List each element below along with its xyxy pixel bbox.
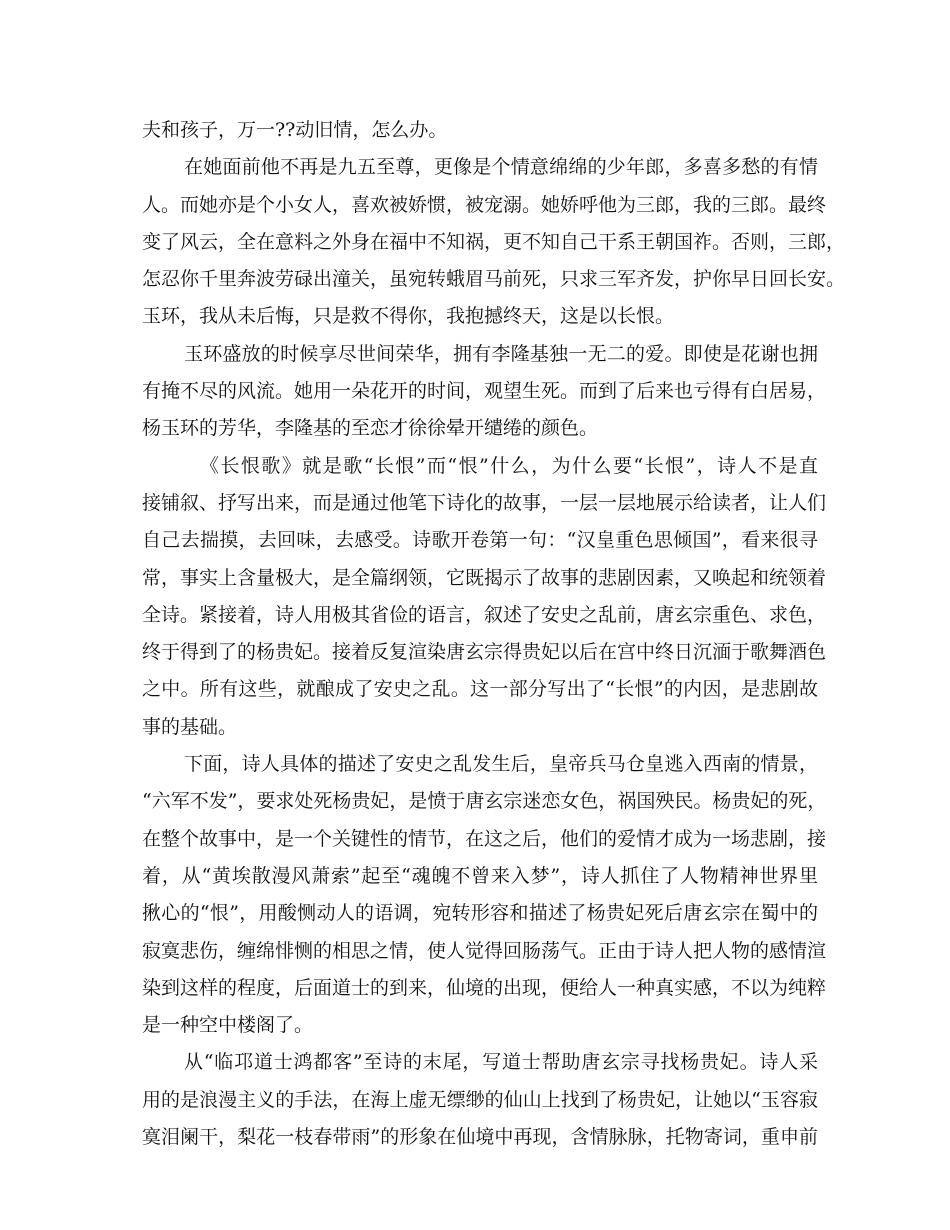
text-line: 事的基础。	[142, 715, 238, 738]
text-line: 人。而她亦是个小女人，喜欢被娇惯，被宠溺。她娇呼他为三郎，我的三郎。最终	[142, 193, 827, 216]
text-line: 自己去揣摸，去回味，去感受。诗歌开卷第一句：“汉皇重色思倾国”，看来很寻	[142, 529, 818, 552]
text-line: 《长恨歌》就是歌“长恨”而“恨”什么，为什么要“长恨”，诗人不是直	[200, 454, 818, 477]
text-line: 终于得到了的杨贵妃。接着反复渲染唐玄宗得贵妃以后在宫中终日沉湎于歌舞酒色	[142, 641, 827, 664]
text-line: 接铺叙、抒写出来，而是通过他笔下诗化的故事，一层一层地展示给读者，让人们	[142, 491, 827, 514]
text-line: 寞泪阑干，梨花一枝春带雨”的形象在仙境中再现，含情脉脉，托物寄词，重申前	[142, 1126, 818, 1149]
text-line: 在整个故事中，是一个关键性的情节，在这之后，他们的爱情才成为一场悲剧，接	[142, 827, 827, 850]
text-line: 玉环盛放的时候享尽世间荣华，拥有李隆基独一无二的爱。即使是花谢也拥	[184, 342, 818, 365]
text-line: 之中。所有这些，就酿成了安史之乱。这一部分写出了“长恨”的内因，是悲剧故	[142, 678, 818, 701]
text-line: 杨玉环的芳华，李隆基的至恋才徐徐晕开缱绻的颜色。	[142, 417, 599, 440]
text-line: 夫和孩子，万一??动旧情，怎么办。	[142, 119, 448, 141]
text-line: 全诗。紧接着，诗人用极其省俭的语言，叙述了安史之乱前，唐玄宗重色、求色，	[142, 603, 827, 626]
document-body	[142, 112, 846, 1156]
text-line: 下面，诗人具体的描述了安史之乱发生后，皇帝兵马仓皇逃入西南的情景，	[184, 753, 818, 776]
text-line: 着，从“黄埃散漫风萧索”起至“魂魄不曾来入梦”，诗人抓住了人物精神世界里	[142, 864, 818, 887]
text-line: “六军不发”，要求处死杨贵妃，是愤于唐玄宗迷恋女色，祸国殃民。杨贵妃的死，	[142, 790, 827, 813]
text-line: 用的是浪漫主义的手法，在海上虚无缥缈的仙山上找到了杨贵妃，让她以“玉容寂	[142, 1088, 818, 1111]
text-line: 是一种空中楼阁了。	[142, 1014, 314, 1037]
text-line: 从“临邛道士鸿都客”至诗的末尾，写道士帮助唐玄宗寻找杨贵妃。诗人采	[184, 1051, 818, 1074]
text-line: 揪心的“恨”，用酸恻动人的语调，宛转形容和描述了杨贵妃死后唐玄宗在蜀中的	[142, 902, 818, 925]
text-line: 在她面前他不再是九五至尊，更像是个情意绵绵的少年郎，多喜多愁的有情	[184, 156, 818, 179]
text-line: 玉环，我从未后悔，只是救不得你，我抱撼终天，这是以长恨。	[142, 305, 675, 328]
text-line: 怎忍你千里奔波劳碌出潼关，虽宛转蛾眉马前死，只求三军齐发，护你早日回长安。	[142, 268, 846, 291]
text-line: 寂寞悲伤，缠绵悱恻的相思之情，使人觉得回肠荡气。正由于诗人把人物的感情渲	[142, 939, 827, 962]
text-line: 变了风云，全在意料之外身在福中不知祸，更不知自己干系王朝国祚。否则，三郎，	[142, 230, 846, 253]
text-line: 常，事实上含量极大，是全篇纲领，它既揭示了故事的悲剧因素，又唤起和统领着	[142, 566, 827, 589]
text-line: 有掩不尽的风流。她用一朵花开的时间，观望生死。而到了后来也亏得有白居易，	[142, 380, 827, 403]
text-line: 染到这样的程度，后面道士的到来，仙境的出现，便给人一种真实感，不以为纯粹	[142, 976, 827, 999]
